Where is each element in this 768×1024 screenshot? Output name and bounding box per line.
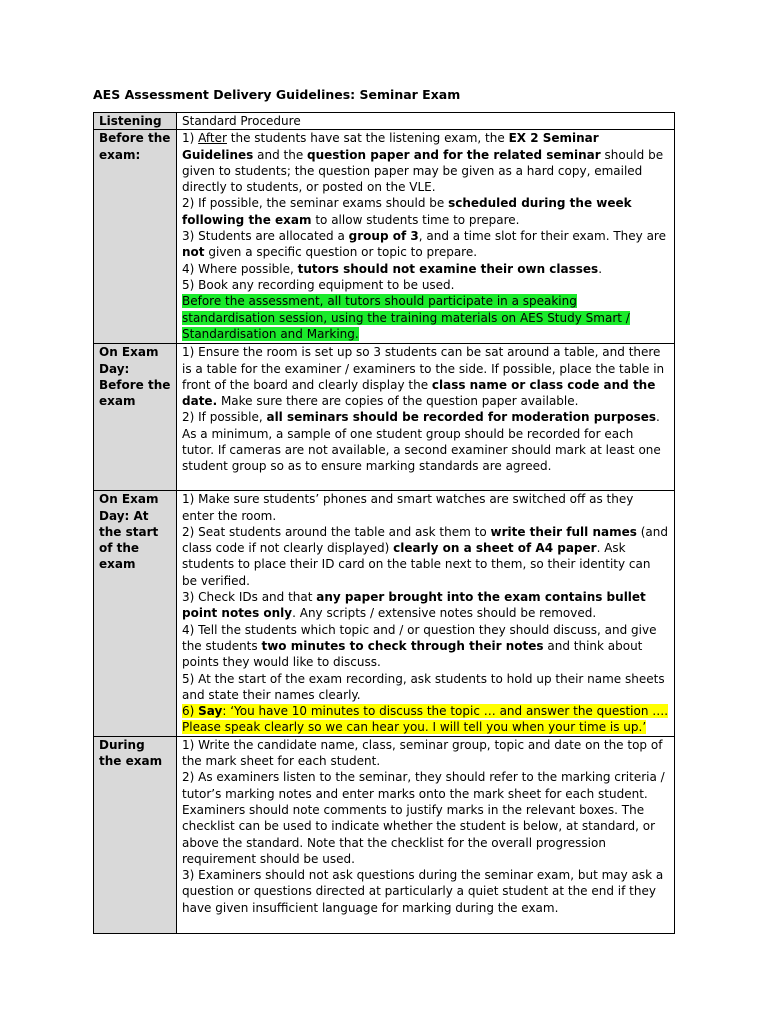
- procedure-step: [182, 703, 669, 736]
- step-text: 3) Check IDs and that: [182, 590, 317, 605]
- procedure-cell: [177, 344, 675, 491]
- step-text: group of 3: [348, 229, 419, 244]
- step-text: . As a minimum, a sample of one student group should be recorded for each tutor. If cameras are not available, a second examiner should mark at least one student group so as to ensure marking standards are agreed.: [182, 410, 661, 474]
- step-text: two minutes to check through their notes: [261, 638, 544, 653]
- step-text: any paper brought into the exam contains bullet point notes only: [182, 590, 646, 621]
- step-text: 2) Seat students around the table and ask them to: [182, 524, 491, 539]
- procedure-step: [182, 769, 669, 867]
- row-label: On Exam Day: At the start of the exam: [94, 491, 177, 736]
- step-text: : ‘You have 10 minutes to discuss the topic … and answer the question …. Please speak clearly so we can hear you. I will tell you when your time is up.’: [182, 704, 669, 735]
- step-text: class name or class code and the date.: [182, 377, 656, 409]
- step-text: 1) Ensure the room is set up so 3 students can be sat around a table, and there is a table for the examiner / examiners to the side. If possible, place the table in front of the board and clearly display the: [182, 345, 665, 392]
- step-text: clearly on a sheet of A4 paper: [393, 541, 597, 556]
- step-text: 3) Students are allocated a: [182, 229, 349, 244]
- step-text: After: [198, 131, 227, 146]
- step-text: .: [598, 261, 603, 276]
- document-title: AES Assessment Delivery Guidelines: Seminar Exam: [93, 87, 461, 102]
- procedure-step: [182, 293, 669, 342]
- step-text: 5) Book any recording equipment to be used.: [182, 277, 455, 292]
- row-label: During the exam: [94, 736, 177, 933]
- step-text: (and class code if not clearly displayed): [182, 524, 668, 556]
- step-text: 5) At the start of the exam recording, ask students to hold up their name sheets and state their names clearly.: [182, 671, 665, 702]
- step-text: 2) If possible, the seminar exams should be: [182, 196, 449, 211]
- procedure-step: [182, 737, 669, 770]
- step-text: given a specific question or topic to prepare.: [204, 245, 478, 260]
- procedure-cell: [177, 736, 675, 933]
- procedure-table: [93, 112, 675, 934]
- procedure-step: [182, 344, 669, 409]
- procedure-step: [182, 228, 669, 261]
- table-row: [94, 736, 675, 933]
- table-row: [94, 491, 675, 736]
- step-text: 1) Make sure students’ phones and smart watches are switched off as they enter the room.: [182, 492, 634, 523]
- procedure-step: [182, 409, 669, 474]
- procedure-step: [182, 671, 669, 704]
- step-text: . Any scripts / extensive notes should be removed.: [292, 606, 597, 621]
- step-text: 4) Tell the students which topic and / or question they should discuss, and give the students: [182, 622, 657, 653]
- step-text: to allow students time to prepare.: [311, 212, 520, 227]
- table-row: [94, 130, 675, 344]
- step-text: 6): [182, 704, 199, 719]
- step-text: Before the assessment, all tutors should participate in a speaking standardisation session, using the training materials on AES Study Smart / Standardisation and Marking.: [182, 294, 630, 341]
- step-text: 1) Write the candidate name, class, seminar group, topic and date on the top of the mark sheet for each student.: [182, 737, 663, 769]
- step-text: . Ask students to place their ID card on the table next to them, so their identity can be verified.: [182, 541, 651, 588]
- step-text: 4) Where possible,: [182, 261, 298, 276]
- step-text: EX 2 Seminar Guidelines: [182, 131, 599, 162]
- step-text: , and a time slot for their exam. They are: [418, 229, 666, 244]
- step-text: and the: [253, 147, 308, 162]
- procedure-step: [182, 589, 669, 622]
- procedure-step: [182, 277, 669, 293]
- row-label: Before the exam:: [94, 130, 177, 344]
- table-row: [94, 344, 675, 491]
- step-text: scheduled during the week following the exam: [182, 196, 632, 227]
- step-text: all seminars should be recorded for moderation purposes: [266, 410, 657, 425]
- table-header-row: [94, 113, 675, 130]
- step-text: Make sure there are copies of the question paper available.: [217, 394, 579, 409]
- procedure-step: [182, 622, 669, 671]
- procedure-cell: [177, 491, 675, 736]
- step-text: question paper and for the related seminar: [307, 147, 601, 162]
- step-text: 2) As examiners listen to the seminar, they should refer to the marking criteria / tutor’s marking notes and enter marks onto the mark sheet for each student. Examiners should note comments to justify marks in the relevant boxes. The checklist can be used to indicate whether the student is below, at standard, or above the standard. Note that the checklist for the overall progression requirement should be used.: [182, 770, 665, 866]
- step-text: tutors should not examine their own classes: [297, 261, 599, 276]
- step-text: the students have sat the listening exam, the: [226, 131, 509, 146]
- header-standard-procedure: Standard Procedure: [177, 113, 675, 130]
- step-text: write their full names: [490, 524, 637, 539]
- procedure-cell: [177, 130, 675, 344]
- step-text: 3) Examiners should not ask questions during the seminar exam, but may ask a question or questions directed at particularly a quiet student at the end if they have given insufficient language for marking during the exam.: [182, 868, 664, 915]
- step-text: 1): [182, 131, 199, 146]
- step-text: 2) If possible,: [182, 410, 267, 425]
- procedure-step: [182, 524, 669, 589]
- procedure-step: [182, 867, 669, 916]
- row-label: On Exam Day: Before the exam: [94, 344, 177, 491]
- step-text: Say: [198, 704, 223, 719]
- step-text: not: [182, 245, 205, 260]
- step-text: should be given to students; the question paper may be given as a hard copy, emailed directly to students, or posted on the VLE.: [182, 147, 664, 195]
- procedure-step: [182, 261, 669, 277]
- procedure-step: [182, 130, 669, 195]
- step-text: and think about points they would like to discuss.: [182, 638, 643, 670]
- header-listening: Listening: [94, 113, 177, 130]
- procedure-step: [182, 195, 669, 228]
- procedure-step: [182, 491, 669, 524]
